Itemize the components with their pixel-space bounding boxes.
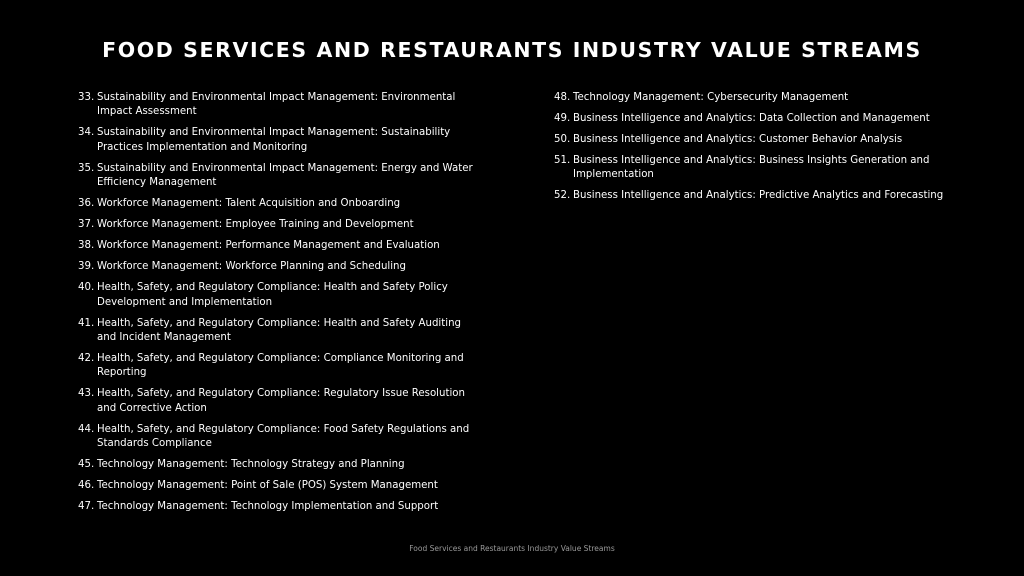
item-text: Health, Safety, and Regulatory Compliance: Food Safety Regulations and Standards Compliance	[97, 423, 470, 450]
item-text: Workforce Management: Talent Acquisition and Onboarding	[97, 198, 401, 210]
list-item	[78, 162, 478, 191]
item-number: 48.	[554, 92, 571, 103]
list-item	[554, 133, 954, 147]
value-stream-list-right	[554, 91, 954, 210]
item-text: Technology Management: Technology Strategy and Planning	[97, 459, 405, 471]
list-item	[78, 197, 478, 211]
item-text: Workforce Management: Employee Training and Development	[97, 219, 414, 231]
slide-footer: Food Services and Restaurants Industry Value Streams	[409, 544, 615, 553]
list-item	[78, 218, 478, 232]
list-item	[78, 126, 478, 155]
item-number: 35.	[78, 162, 95, 174]
item-text: Workforce Management: Performance Management and Evaluation	[97, 240, 440, 252]
list-item	[78, 239, 478, 253]
item-text: Business Intelligence and Analytics: Data Collection and Management	[573, 113, 930, 124]
list-item	[78, 423, 478, 452]
list-item	[78, 500, 478, 514]
list-item	[554, 189, 954, 203]
item-text: Business Intelligence and Analytics: Customer Behavior Analysis	[573, 134, 903, 145]
item-number: 39.	[78, 261, 95, 273]
list-item	[78, 317, 478, 346]
item-number: 33.	[78, 92, 95, 103]
list-item	[78, 479, 478, 493]
item-number: 52.	[554, 190, 571, 202]
item-text: Technology Management: Cybersecurity Management	[573, 92, 849, 103]
value-stream-list-left	[78, 91, 478, 521]
item-number: 50.	[554, 134, 571, 145]
list-item	[554, 91, 954, 105]
item-number: 36.	[78, 198, 95, 210]
item-text: Sustainability and Environmental Impact Management: Sustainability Practices Implementation and Monitoring	[97, 127, 451, 153]
item-number: 47.	[78, 501, 95, 513]
item-text: Technology Management: Technology Implementation and Support	[97, 501, 439, 513]
item-text: Health, Safety, and Regulatory Compliance: Health and Safety Policy Development and Implementation	[97, 282, 448, 308]
item-number: 40.	[78, 282, 95, 294]
item-text: Health, Safety, and Regulatory Compliance: Compliance Monitoring and Reporting	[97, 353, 464, 379]
item-text: Health, Safety, and Regulatory Compliance: Regulatory Issue Resolution and Corrective Action	[97, 388, 465, 414]
list-item	[554, 154, 954, 183]
item-number: 37.	[78, 219, 95, 231]
item-text: Sustainability and Environmental Impact Management: Environmental Impact Assessment	[97, 92, 456, 118]
item-number: 44.	[78, 423, 95, 435]
list-item	[78, 387, 478, 416]
item-text: Workforce Management: Workforce Planning and Scheduling	[97, 261, 406, 273]
slide-title: FOOD SERVICES AND RESTAURANTS INDUSTRY VALUE STREAMS	[102, 38, 922, 62]
item-number: 34.	[78, 127, 95, 139]
list-item	[78, 458, 478, 472]
item-number: 45.	[78, 459, 95, 471]
item-number: 38.	[78, 240, 95, 252]
item-number: 51.	[554, 155, 571, 166]
item-number: 43.	[78, 388, 95, 400]
item-text: Technology Management: Point of Sale (POS) System Management	[97, 480, 438, 492]
item-text: Business Intelligence and Analytics: Predictive Analytics and Forecasting	[573, 190, 944, 202]
list-item	[554, 112, 954, 126]
list-item	[78, 91, 478, 120]
list-item	[78, 281, 478, 310]
list-item	[78, 352, 478, 381]
item-number: 49.	[554, 113, 571, 124]
item-number: 41.	[78, 317, 95, 329]
item-text: Health, Safety, and Regulatory Compliance: Health and Safety Auditing and Incident Management	[97, 317, 461, 344]
item-text: Business Intelligence and Analytics: Business Insights Generation and Implementation	[573, 155, 930, 181]
item-number: 42.	[78, 353, 95, 365]
list-item	[78, 260, 478, 274]
item-number: 46.	[78, 480, 95, 492]
item-text: Sustainability and Environmental Impact Management: Energy and Water Efficiency Management	[97, 162, 473, 189]
